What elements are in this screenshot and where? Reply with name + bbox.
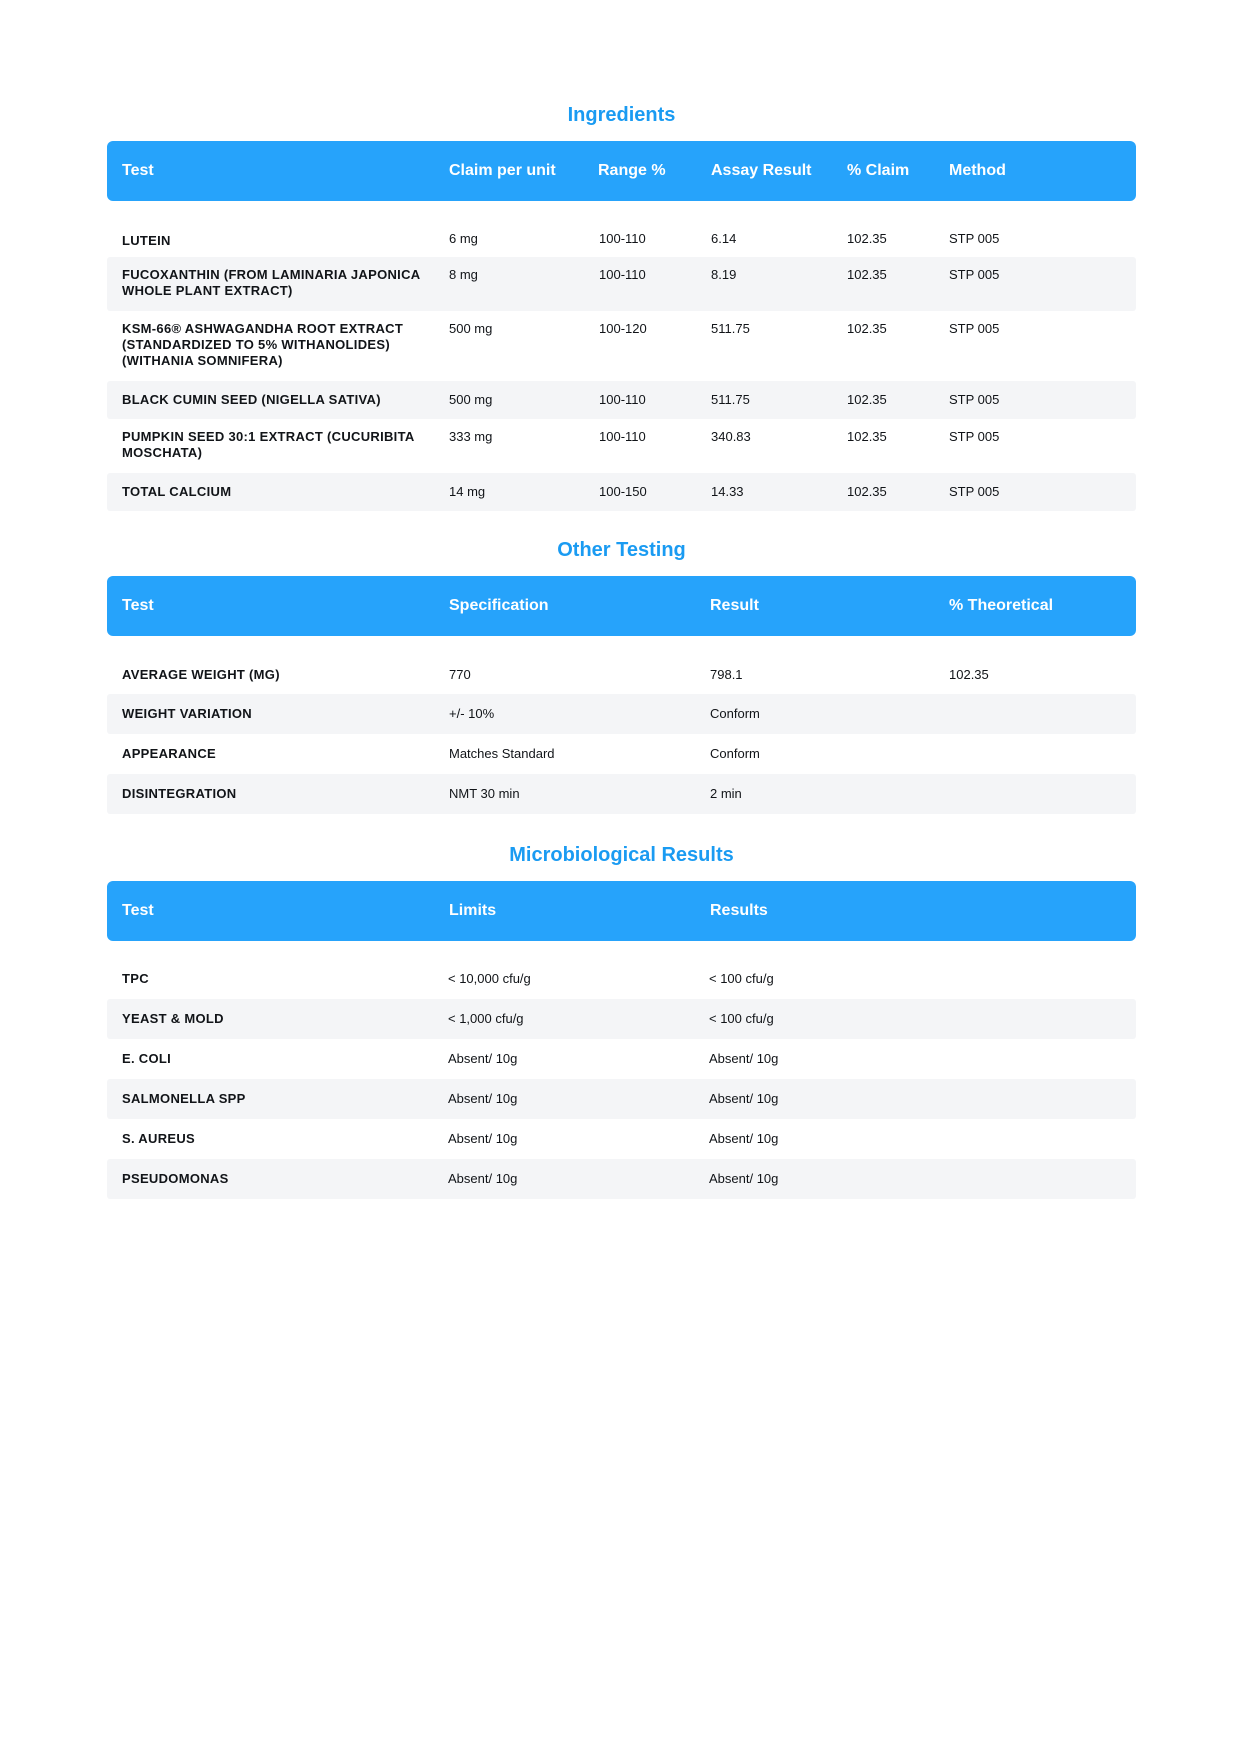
test-name: KSM-66® ASHWAGANDHA ROOT EXTRACT (STANDARDIZED TO 5% WITHANOLIDES) (WITHANIA SOMNIFERA) — [122, 321, 404, 368]
table-row — [107, 694, 1136, 734]
micro-title: Microbiological Results — [509, 844, 734, 866]
assay-value: 511.75 — [711, 321, 750, 336]
range-value: 100-110 — [599, 267, 646, 282]
test-name: DISINTEGRATION — [122, 786, 237, 801]
table-row — [107, 219, 1136, 257]
table-row — [107, 419, 1136, 473]
method-value: STP 005 — [949, 484, 1000, 499]
range-value: 100-150 — [599, 484, 647, 499]
claim-percent: 102.35 — [847, 429, 887, 444]
limits-value: Absent/ 10g — [448, 1091, 518, 1106]
test-name: S. AUREUS — [122, 1131, 196, 1146]
other-testing-header — [107, 576, 1136, 636]
table-row — [107, 1079, 1136, 1119]
table-row — [107, 257, 1136, 311]
theoretical-value: 102.35 — [949, 667, 989, 682]
test-name: WEIGHT VARIATION — [122, 706, 252, 721]
claim-value: 333 mg — [449, 429, 493, 444]
claim-value: 500 mg — [449, 321, 493, 336]
table-row — [107, 1039, 1136, 1079]
column-header: % Theoretical — [949, 597, 1054, 614]
column-header: % Claim — [847, 162, 910, 179]
limits-value: Absent/ 10g — [448, 1131, 518, 1146]
result-value: 2 min — [710, 786, 742, 801]
results-value: Absent/ 10g — [709, 1091, 779, 1106]
column-header: Claim per unit — [449, 162, 556, 179]
test-name: BLACK CUMIN SEED (NIGELLA SATIVA) — [122, 392, 381, 407]
table-row — [107, 734, 1136, 774]
test-name: LUTEIN — [122, 233, 171, 248]
result-value: 798.1 — [710, 667, 743, 682]
method-value: STP 005 — [949, 231, 1000, 246]
ingredients-section — [107, 100, 1136, 511]
limits-value: Absent/ 10g — [448, 1171, 518, 1186]
results-value: Absent/ 10g — [709, 1171, 779, 1186]
column-header: Method — [949, 162, 1006, 179]
table-row — [107, 774, 1136, 814]
claim-percent: 102.35 — [847, 267, 887, 282]
column-header: Test — [122, 162, 154, 179]
test-name: SALMONELLA SPP — [122, 1091, 246, 1106]
other-testing-section — [107, 535, 1136, 814]
claim-percent: 102.35 — [847, 392, 887, 407]
method-value: STP 005 — [949, 267, 1000, 282]
method-value: STP 005 — [949, 321, 1000, 336]
table-row — [107, 654, 1136, 694]
table-row — [107, 1119, 1136, 1159]
column-header: Specification — [449, 597, 549, 614]
table-row — [107, 311, 1136, 381]
table-row — [107, 473, 1136, 511]
ingredients-title: Ingredients — [567, 104, 676, 126]
claim-value: 8 mg — [449, 267, 478, 282]
assay-value: 8.19 — [711, 267, 737, 282]
range-value: 100-110 — [599, 429, 646, 444]
assay-value: 511.75 — [711, 392, 750, 407]
result-value: Conform — [710, 746, 760, 761]
method-value: STP 005 — [949, 429, 1000, 444]
table-row — [107, 1159, 1136, 1199]
claim-percent: 102.35 — [847, 321, 887, 336]
other-testing-title: Other Testing — [557, 539, 686, 561]
column-header: Results — [710, 902, 768, 919]
column-header: Test — [122, 902, 154, 919]
range-value: 100-120 — [599, 321, 647, 336]
result-value: Conform — [710, 706, 760, 721]
column-header: Range % — [598, 162, 666, 179]
column-header: Result — [710, 597, 759, 614]
claim-percent: 102.35 — [847, 484, 887, 499]
ingredients-header — [107, 141, 1136, 201]
spec-value: +/- 10% — [449, 706, 495, 721]
claim-value: 500 mg — [449, 392, 493, 407]
range-value: 100-110 — [599, 392, 646, 407]
column-header: Assay Result — [711, 162, 812, 179]
test-name: YEAST & MOLD — [122, 1011, 224, 1026]
column-header: Limits — [449, 902, 497, 919]
test-name: E. COLI — [122, 1051, 172, 1066]
table-row — [107, 999, 1136, 1039]
spec-value: 770 — [449, 667, 471, 682]
method-value: STP 005 — [949, 392, 1000, 407]
test-name: TPC — [122, 971, 149, 986]
table-row — [107, 959, 1136, 999]
test-name: TOTAL CALCIUM — [122, 484, 232, 499]
limits-value: < 1,000 cfu/g — [448, 1011, 524, 1026]
results-value: Absent/ 10g — [709, 1051, 779, 1066]
assay-value: 6.14 — [711, 231, 737, 246]
assay-value: 14.33 — [711, 484, 744, 499]
results-value: < 100 cfu/g — [709, 971, 774, 986]
claim-value: 14 mg — [449, 484, 486, 499]
column-header: Test — [122, 597, 154, 614]
spec-value: NMT 30 min — [449, 786, 520, 801]
range-value: 100-110 — [599, 231, 646, 246]
assay-value: 340.83 — [711, 429, 751, 444]
test-name: AVERAGE WEIGHT (MG) — [122, 667, 280, 682]
test-name: APPEARANCE — [122, 746, 217, 761]
claim-percent: 102.35 — [847, 231, 887, 246]
micro-header — [107, 881, 1136, 941]
results-value: < 100 cfu/g — [709, 1011, 774, 1026]
limits-value: < 10,000 cfu/g — [448, 971, 531, 986]
micro-section — [107, 840, 1136, 1199]
spec-value: Matches Standard — [449, 746, 555, 761]
claim-value: 6 mg — [449, 231, 478, 246]
results-value: Absent/ 10g — [709, 1131, 779, 1146]
test-name: PSEUDOMONAS — [122, 1171, 229, 1186]
limits-value: Absent/ 10g — [448, 1051, 518, 1066]
table-row — [107, 381, 1136, 419]
test-name: FUCOXANTHIN (FROM LAMINARIA JAPONICA WHOLE PLANT EXTRACT) — [122, 267, 420, 298]
test-name: PUMPKIN SEED 30:1 EXTRACT (CUCURIBITA MOSCHATA) — [122, 429, 415, 460]
